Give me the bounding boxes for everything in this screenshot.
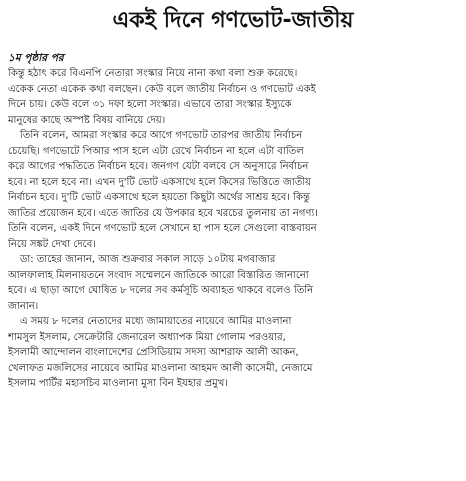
text-line: খেলাফত মজলিসের নায়েবে আমির মাওলানা আহমদ আলী কাসেমী, নেজামে bbox=[8, 362, 313, 374]
article-body bbox=[8, 66, 458, 392]
text-line: হবে। না হলে হবে না। এখন দু'টি ভোট একসাথে হলে কিসের ভিত্তিতে জাতীয় bbox=[8, 176, 311, 188]
text-line: জাতির প্রয়োজন হবে। এতে জাতির যে উপকার হবে খরচের তুলনায় তা নগণ্য। bbox=[8, 207, 318, 219]
text-line: আলফালাহ মিলনায়তনে সংবাদ সম্মেলনে জাতিকে আরো বিস্তারিত জানানো bbox=[8, 269, 309, 281]
text-line: দিনে চায়। কেউ বলে ৩১ দফা হলো সংস্কার। এভাবে তারা সংস্কার ইস্যুকে bbox=[8, 99, 292, 110]
text-line: তিনি বলেন, একই দিনে গণভোট হলে সেখানে হা পাস হলে সেগুলো বাস্তবায়ন bbox=[8, 223, 317, 234]
text-line: কিন্তু হঠাৎ করে বিএনপি নেতারা সংস্কার নিয়ে নানা কথা বলা শুরু করেছে। bbox=[8, 68, 298, 79]
text-line: চেয়েছি। গণভোটে পিআর পাস হলে এটা রেখে নির্বাচন না হলে এটা বাতিল bbox=[8, 145, 304, 157]
text-line: একেক নেতা একেক কথা বলছেন। কেউ বলে জাতীয় নির্বাচন ও গণভোট একই bbox=[8, 83, 316, 95]
text-line: ইসলাম পার্টির মহাসচিব মাওলানা মুসা বিন ইযহার প্রমুখ। bbox=[8, 378, 228, 389]
text-line: ইসলামী আন্দোলন বাংলাদেশের প্রেসিডিয়াম সদস্য আশরাফ আলী আকন, bbox=[8, 347, 299, 358]
text-line: ডা: তাহের জানান, আজ শুক্রবার সকাল সাড়ে ১০টায় মগবাজার bbox=[20, 254, 276, 265]
text-line: জানান। bbox=[8, 300, 39, 312]
paragraph-3 bbox=[8, 252, 458, 314]
text-line: হবে। এ ছাড়া আগে ঘোষিত ৮ দলের সব কর্মসূচি অব্যাহত থাকবে বলেও তিনি bbox=[8, 285, 314, 296]
headline: একই দিনে গণভোট-জাতীয় bbox=[112, 8, 354, 33]
text-line: এ সময় ৮ দলের নেতাদের মধ্যে জামায়াতের নায়েবে আমির মাওলানা bbox=[20, 316, 292, 327]
text-line: নিয়ে সঙ্কট দেখা দেবে। bbox=[8, 238, 96, 250]
continued-from-label: ১ম পৃষ্ঠার পর bbox=[8, 52, 64, 64]
paragraph-1 bbox=[8, 66, 458, 128]
text-line: শামসুল ইসলাম, সেক্রেটারি জেনারেল অধ্যাপক মিয়া গোলাম পরওয়ার, bbox=[8, 331, 286, 343]
paragraph-4 bbox=[8, 314, 458, 392]
text-line: করে আগের পদ্ধতিতে নির্বাচন হবে। জনগণ যেটা বলবে সে অনুসারে নির্বাচন bbox=[8, 161, 309, 172]
text-line: তিনি বলেন, আমরা সংস্কার করে আগে গণভোট তারপর জাতীয় নির্বাচন bbox=[20, 130, 303, 141]
text-line: নির্বাচন হবে। দু'টি ভোট একসাথে হলে হয়তো কিছুটা অর্থের সাশ্রয় হবে। কিন্তু bbox=[8, 192, 310, 203]
paragraph-2 bbox=[8, 128, 458, 252]
text-line: মানুষের কাছে অস্পষ্ট বিষয় বানিয়ে দেয়। bbox=[8, 114, 166, 126]
